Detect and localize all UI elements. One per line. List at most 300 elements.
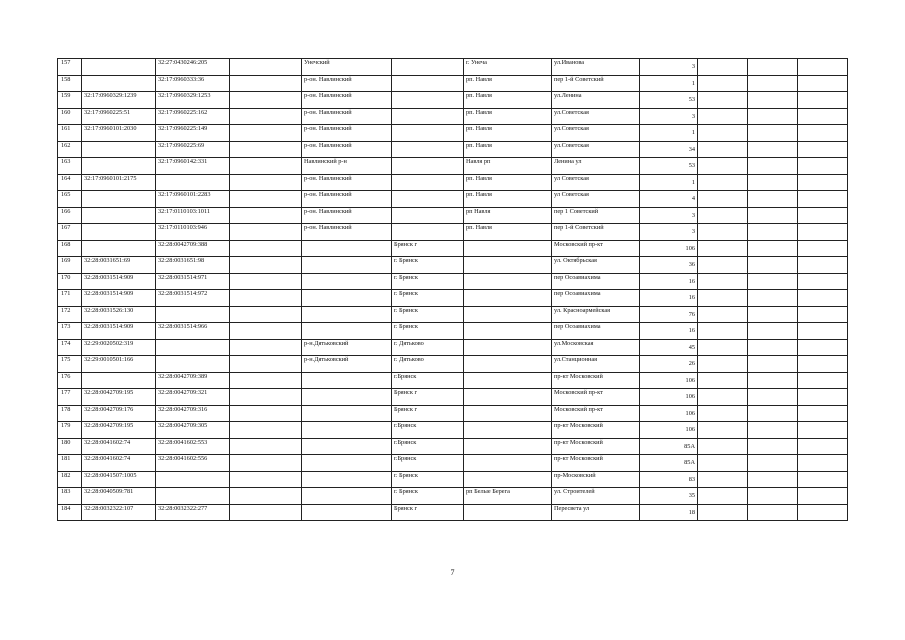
district-cell: р-он. Навлинский: [302, 92, 392, 109]
property-registry-table: [57, 58, 848, 521]
row-number-cell: 179: [58, 422, 82, 439]
building-cadastral-cell: 32:17:0960101:2283: [156, 191, 230, 208]
settlement-cell: [464, 372, 552, 389]
street-cell: ул. Октябрьская: [552, 257, 640, 274]
settlement-cell: [464, 438, 552, 455]
empty-cell: [698, 438, 748, 455]
house-number-cell: 1: [640, 75, 698, 92]
city-cell: г. Брянск: [392, 306, 464, 323]
empty-cell: [230, 504, 302, 521]
empty-cell: [748, 108, 798, 125]
table-row: [58, 141, 848, 158]
street-cell: ул.Станционная: [552, 356, 640, 373]
house-number-cell: 34: [640, 141, 698, 158]
house-number-cell: 1: [640, 174, 698, 191]
street-cell: пр-кт Московский: [552, 422, 640, 439]
house-number-cell: 3: [640, 224, 698, 241]
street-cell: ул. Строителей: [552, 488, 640, 505]
row-number-cell: 159: [58, 92, 82, 109]
house-number-cell: 35: [640, 488, 698, 505]
city-cell: г. Брянск: [392, 488, 464, 505]
empty-cell: [748, 92, 798, 109]
row-number-cell: 177: [58, 389, 82, 406]
empty-cell: [230, 471, 302, 488]
row-number-cell: 169: [58, 257, 82, 274]
empty-cell: [698, 108, 748, 125]
street-cell: Московский пр-кт: [552, 240, 640, 257]
street-cell: ул.Ленина: [552, 92, 640, 109]
house-number-cell: 106: [640, 389, 698, 406]
house-number-cell: 18: [640, 504, 698, 521]
row-number-cell: 158: [58, 75, 82, 92]
empty-cell: [798, 257, 848, 274]
empty-cell: [698, 372, 748, 389]
table-row: [58, 488, 848, 505]
building-cadastral-cell: [156, 488, 230, 505]
empty-cell: [698, 405, 748, 422]
house-number-cell: 45: [640, 339, 698, 356]
district-cell: [302, 455, 392, 472]
building-cadastral-cell: 32:28:0041602:553: [156, 438, 230, 455]
building-cadastral-cell: 32:28:0042709:389: [156, 372, 230, 389]
house-number-cell: 4: [640, 191, 698, 208]
building-cadastral-cell: 32:28:0032322:277: [156, 504, 230, 521]
district-cell: [302, 290, 392, 307]
house-number-cell: 1: [640, 125, 698, 142]
city-cell: [392, 59, 464, 76]
settlement-cell: [464, 339, 552, 356]
cadastral-number-cell: 32:28:0042709:195: [82, 389, 156, 406]
empty-cell: [698, 488, 748, 505]
house-number-cell: 85А: [640, 438, 698, 455]
settlement-cell: [464, 306, 552, 323]
settlement-cell: рп. Навля: [464, 174, 552, 191]
empty-cell: [748, 323, 798, 340]
cadastral-number-cell: 32:28:0031651:69: [82, 257, 156, 274]
street-cell: пер Осоавиахима: [552, 273, 640, 290]
empty-cell: [798, 389, 848, 406]
district-cell: [302, 488, 392, 505]
cadastral-number-cell: [82, 207, 156, 224]
city-cell: [392, 207, 464, 224]
cadastral-number-cell: 32:17:0960101:2030: [82, 125, 156, 142]
settlement-cell: рп. Навля: [464, 92, 552, 109]
row-number-cell: 178: [58, 405, 82, 422]
empty-cell: [748, 488, 798, 505]
city-cell: г. Дятьково: [392, 339, 464, 356]
building-cadastral-cell: 32:28:0031514:971: [156, 273, 230, 290]
empty-cell: [798, 273, 848, 290]
building-cadastral-cell: 32:28:0031514:966: [156, 323, 230, 340]
city-cell: г. Дятьково: [392, 356, 464, 373]
empty-cell: [748, 455, 798, 472]
empty-cell: [698, 273, 748, 290]
house-number-cell: 26: [640, 356, 698, 373]
empty-cell: [698, 306, 748, 323]
row-number-cell: 165: [58, 191, 82, 208]
city-cell: [392, 158, 464, 175]
empty-cell: [698, 92, 748, 109]
district-cell: [302, 372, 392, 389]
cadastral-number-cell: 32:28:0031514:909: [82, 290, 156, 307]
settlement-cell: рп Навля: [464, 207, 552, 224]
empty-cell: [798, 158, 848, 175]
street-cell: пр-кт Московский: [552, 372, 640, 389]
table-row: [58, 372, 848, 389]
empty-cell: [748, 339, 798, 356]
empty-cell: [798, 488, 848, 505]
building-cadastral-cell: [156, 174, 230, 191]
settlement-cell: рп. Навля: [464, 224, 552, 241]
empty-cell: [698, 141, 748, 158]
building-cadastral-cell: 32:28:0031514:972: [156, 290, 230, 307]
table-row: [58, 339, 848, 356]
row-number-cell: 162: [58, 141, 82, 158]
city-cell: Брянск г: [392, 240, 464, 257]
row-number-cell: 164: [58, 174, 82, 191]
empty-cell: [748, 158, 798, 175]
building-cadastral-cell: 32:28:0031651:98: [156, 257, 230, 274]
city-cell: [392, 108, 464, 125]
empty-cell: [798, 191, 848, 208]
city-cell: [392, 141, 464, 158]
empty-cell: [798, 422, 848, 439]
empty-cell: [798, 372, 848, 389]
empty-cell: [798, 405, 848, 422]
house-number-cell: 106: [640, 422, 698, 439]
cadastral-number-cell: [82, 158, 156, 175]
district-cell: р-он. Навлинский: [302, 75, 392, 92]
building-cadastral-cell: [156, 339, 230, 356]
empty-cell: [798, 323, 848, 340]
table-row: [58, 108, 848, 125]
row-number-cell: 166: [58, 207, 82, 224]
cadastral-number-cell: [82, 59, 156, 76]
settlement-cell: [464, 323, 552, 340]
empty-cell: [230, 306, 302, 323]
building-cadastral-cell: [156, 356, 230, 373]
street-cell: пр-кт Московский: [552, 455, 640, 472]
settlement-cell: г. Унеча: [464, 59, 552, 76]
empty-cell: [748, 257, 798, 274]
empty-cell: [230, 356, 302, 373]
row-number-cell: 170: [58, 273, 82, 290]
city-cell: г. Брянск: [392, 273, 464, 290]
house-number-cell: 36: [640, 257, 698, 274]
empty-cell: [748, 240, 798, 257]
cadastral-number-cell: 32:28:0031514:909: [82, 323, 156, 340]
empty-cell: [230, 191, 302, 208]
empty-cell: [230, 257, 302, 274]
cadastral-number-cell: [82, 372, 156, 389]
empty-cell: [230, 59, 302, 76]
house-number-cell: 16: [640, 323, 698, 340]
district-cell: [302, 422, 392, 439]
street-cell: ул.Советская: [552, 141, 640, 158]
city-cell: г.Брянск: [392, 422, 464, 439]
row-number-cell: 174: [58, 339, 82, 356]
district-cell: р-он. Навлинский: [302, 224, 392, 241]
empty-cell: [230, 240, 302, 257]
row-number-cell: 181: [58, 455, 82, 472]
table-row: [58, 455, 848, 472]
street-cell: ул.Московская: [552, 339, 640, 356]
empty-cell: [698, 158, 748, 175]
empty-cell: [748, 273, 798, 290]
row-number-cell: 173: [58, 323, 82, 340]
table-row: [58, 191, 848, 208]
settlement-cell: [464, 290, 552, 307]
empty-cell: [698, 471, 748, 488]
city-cell: г.Брянск: [392, 438, 464, 455]
house-number-cell: 53: [640, 92, 698, 109]
district-cell: [302, 438, 392, 455]
cadastral-number-cell: [82, 224, 156, 241]
empty-cell: [798, 224, 848, 241]
house-number-cell: 16: [640, 273, 698, 290]
building-cadastral-cell: 32:28:0041602:556: [156, 455, 230, 472]
district-cell: р-н.Дятьковский: [302, 339, 392, 356]
empty-cell: [230, 290, 302, 307]
table-row: [58, 306, 848, 323]
settlement-cell: рп. Навля: [464, 75, 552, 92]
table-row: [58, 504, 848, 521]
empty-cell: [230, 339, 302, 356]
building-cadastral-cell: 32:17:0960142:331: [156, 158, 230, 175]
house-number-cell: 3: [640, 108, 698, 125]
row-number-cell: 184: [58, 504, 82, 521]
street-cell: пр-кт Московский: [552, 438, 640, 455]
city-cell: г. Брянск: [392, 323, 464, 340]
street-cell: пр-Московский: [552, 471, 640, 488]
table-row: [58, 75, 848, 92]
row-number-cell: 172: [58, 306, 82, 323]
empty-cell: [748, 306, 798, 323]
cadastral-number-cell: 32:28:0031514:909: [82, 273, 156, 290]
empty-cell: [230, 141, 302, 158]
empty-cell: [748, 504, 798, 521]
cadastral-number-cell: 32:17:0960101:2175: [82, 174, 156, 191]
settlement-cell: [464, 389, 552, 406]
empty-cell: [798, 141, 848, 158]
cadastral-number-cell: 32:29:0010501:166: [82, 356, 156, 373]
empty-cell: [748, 224, 798, 241]
row-number-cell: 180: [58, 438, 82, 455]
street-cell: ул Советская: [552, 174, 640, 191]
empty-cell: [230, 92, 302, 109]
cadastral-number-cell: 32:17:0960225:51: [82, 108, 156, 125]
cadastral-number-cell: 32:28:0040509:781: [82, 488, 156, 505]
cadastral-number-cell: 32:17:0960329:1239: [82, 92, 156, 109]
empty-cell: [798, 455, 848, 472]
house-number-cell: 16: [640, 290, 698, 307]
city-cell: г. Брянск: [392, 257, 464, 274]
empty-cell: [798, 59, 848, 76]
street-cell: пер Осоавиахима: [552, 323, 640, 340]
cadastral-number-cell: [82, 141, 156, 158]
empty-cell: [230, 372, 302, 389]
row-number-cell: 161: [58, 125, 82, 142]
empty-cell: [798, 174, 848, 191]
table-row: [58, 422, 848, 439]
empty-cell: [698, 455, 748, 472]
settlement-cell: рп Белые Берега: [464, 488, 552, 505]
empty-cell: [698, 504, 748, 521]
empty-cell: [698, 125, 748, 142]
district-cell: Навлинский р-н: [302, 158, 392, 175]
empty-cell: [798, 240, 848, 257]
district-cell: [302, 504, 392, 521]
building-cadastral-cell: 32:17:0110103:1011: [156, 207, 230, 224]
table-row: [58, 92, 848, 109]
row-number-cell: 175: [58, 356, 82, 373]
empty-cell: [698, 240, 748, 257]
city-cell: Брянск г: [392, 405, 464, 422]
table-row: [58, 405, 848, 422]
street-cell: пер Осоавиахима: [552, 290, 640, 307]
street-cell: ул. Красноармейская: [552, 306, 640, 323]
settlement-cell: Навля рп: [464, 158, 552, 175]
street-cell: пер 1-й Советский: [552, 224, 640, 241]
empty-cell: [798, 290, 848, 307]
house-number-cell: 106: [640, 372, 698, 389]
settlement-cell: [464, 273, 552, 290]
empty-cell: [798, 75, 848, 92]
city-cell: г.Брянск: [392, 455, 464, 472]
empty-cell: [230, 174, 302, 191]
street-cell: Московский пр-кт: [552, 389, 640, 406]
empty-cell: [698, 224, 748, 241]
district-cell: [302, 240, 392, 257]
district-cell: [302, 323, 392, 340]
house-number-cell: 106: [640, 240, 698, 257]
table-row: [58, 471, 848, 488]
cadastral-number-cell: 32:28:0042709:176: [82, 405, 156, 422]
empty-cell: [798, 438, 848, 455]
building-cadastral-cell: 32:17:0960225:69: [156, 141, 230, 158]
empty-cell: [230, 224, 302, 241]
house-number-cell: 106: [640, 405, 698, 422]
empty-cell: [798, 306, 848, 323]
building-cadastral-cell: 32:17:0110103:946: [156, 224, 230, 241]
cadastral-number-cell: 32:28:0031526:130: [82, 306, 156, 323]
empty-cell: [698, 191, 748, 208]
street-cell: Ленина ул: [552, 158, 640, 175]
registry-table-body: [58, 59, 848, 521]
table-row: [58, 240, 848, 257]
empty-cell: [748, 125, 798, 142]
district-cell: [302, 389, 392, 406]
city-cell: Брянск г: [392, 504, 464, 521]
empty-cell: [798, 92, 848, 109]
district-cell: р-он. Навлинский: [302, 174, 392, 191]
house-number-cell: 85А: [640, 455, 698, 472]
city-cell: [392, 92, 464, 109]
city-cell: г.Брянск: [392, 372, 464, 389]
settlement-cell: [464, 455, 552, 472]
city-cell: Брянск г: [392, 389, 464, 406]
building-cadastral-cell: 32:28:0042709:388: [156, 240, 230, 257]
empty-cell: [698, 257, 748, 274]
building-cadastral-cell: 32:17:0960225:149: [156, 125, 230, 142]
building-cadastral-cell: 32:28:0042709:321: [156, 389, 230, 406]
empty-cell: [748, 356, 798, 373]
row-number-cell: 182: [58, 471, 82, 488]
settlement-cell: рп. Навля: [464, 108, 552, 125]
table-row: [58, 356, 848, 373]
city-cell: [392, 75, 464, 92]
street-cell: ул Советская: [552, 191, 640, 208]
empty-cell: [698, 356, 748, 373]
empty-cell: [698, 323, 748, 340]
empty-cell: [698, 339, 748, 356]
row-number-cell: 163: [58, 158, 82, 175]
house-number-cell: 76: [640, 306, 698, 323]
city-cell: г. Брянск: [392, 290, 464, 307]
table-row: [58, 273, 848, 290]
empty-cell: [230, 422, 302, 439]
empty-cell: [748, 174, 798, 191]
table-row: [58, 207, 848, 224]
building-cadastral-cell: [156, 306, 230, 323]
empty-cell: [230, 108, 302, 125]
empty-cell: [748, 59, 798, 76]
table-row: [58, 125, 848, 142]
building-cadastral-cell: 32:28:0042709:305: [156, 422, 230, 439]
empty-cell: [230, 158, 302, 175]
empty-cell: [748, 191, 798, 208]
settlement-cell: [464, 356, 552, 373]
building-cadastral-cell: 32:17:0960329:1253: [156, 92, 230, 109]
district-cell: [302, 273, 392, 290]
settlement-cell: рп. Навля: [464, 191, 552, 208]
district-cell: Унечский: [302, 59, 392, 76]
district-cell: [302, 405, 392, 422]
district-cell: р-он. Навлинский: [302, 191, 392, 208]
cadastral-number-cell: 32:28:0041507:1005: [82, 471, 156, 488]
page-number: 7: [450, 568, 455, 577]
street-cell: ул.Советская: [552, 108, 640, 125]
row-number-cell: 160: [58, 108, 82, 125]
table-row: [58, 224, 848, 241]
empty-cell: [748, 75, 798, 92]
city-cell: [392, 191, 464, 208]
table-row: [58, 290, 848, 307]
row-number-cell: 157: [58, 59, 82, 76]
empty-cell: [748, 471, 798, 488]
cadastral-number-cell: 32:28:0042709:195: [82, 422, 156, 439]
empty-cell: [698, 207, 748, 224]
cadastral-number-cell: 32:28:0032322:107: [82, 504, 156, 521]
settlement-cell: рп. Навля: [464, 125, 552, 142]
empty-cell: [230, 455, 302, 472]
district-cell: р-он. Навлинский: [302, 141, 392, 158]
settlement-cell: [464, 422, 552, 439]
house-number-cell: 83: [640, 471, 698, 488]
table-row: [58, 438, 848, 455]
empty-cell: [230, 488, 302, 505]
cadastral-number-cell: 32:29:0020502:319: [82, 339, 156, 356]
empty-cell: [798, 108, 848, 125]
empty-cell: [798, 207, 848, 224]
cadastral-number-cell: 32:28:0041602:74: [82, 455, 156, 472]
building-cadastral-cell: 32:27:0430246:205: [156, 59, 230, 76]
table-row: [58, 323, 848, 340]
district-cell: [302, 306, 392, 323]
district-cell: [302, 471, 392, 488]
house-number-cell: 3: [640, 207, 698, 224]
street-cell: пер 1-й Советский: [552, 75, 640, 92]
